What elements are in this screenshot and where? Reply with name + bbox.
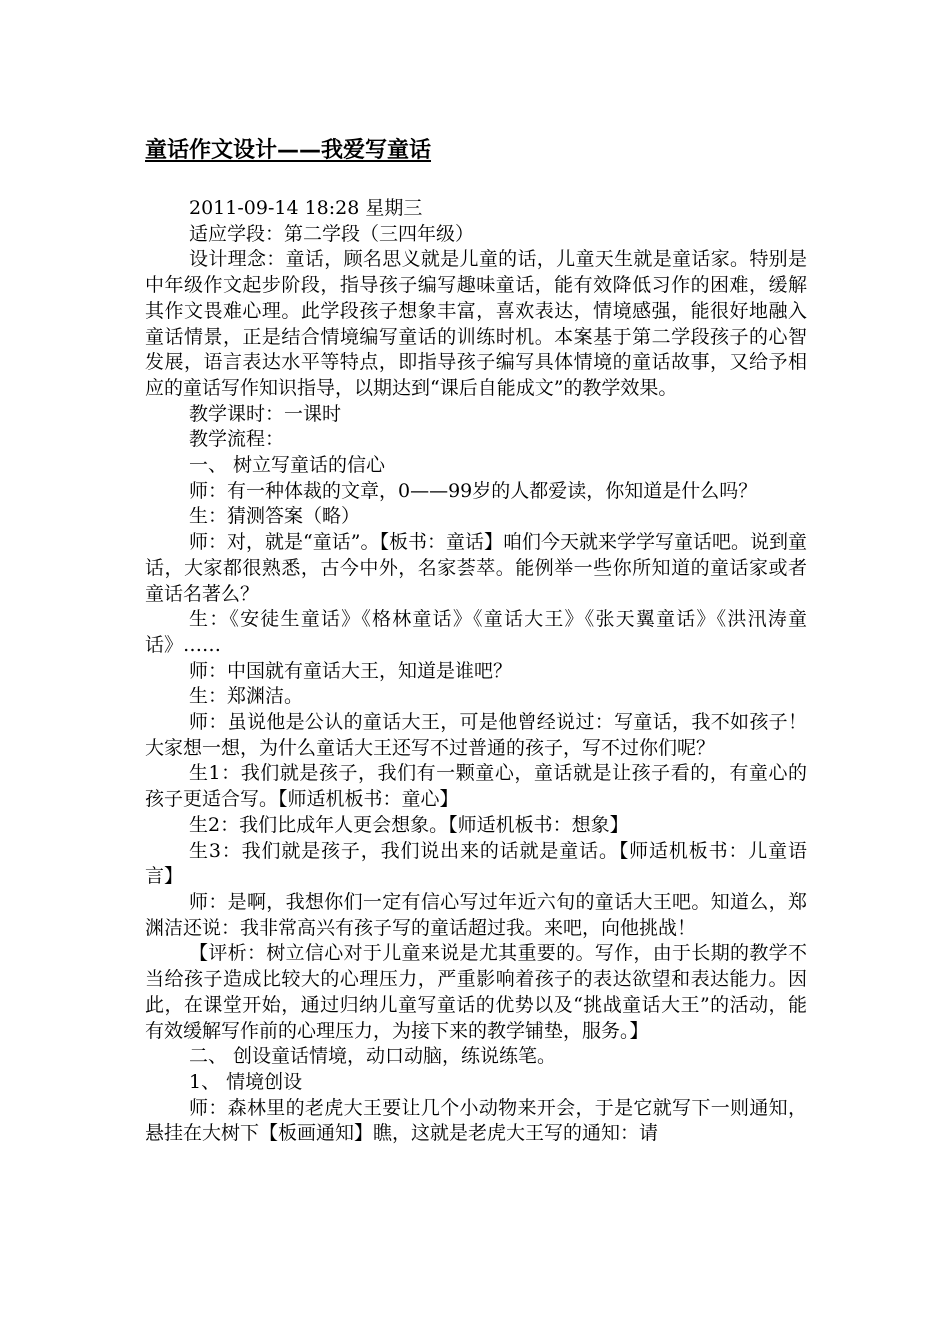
dialogue-paragraph: 生1：我们就是孩子，我们有一颗童心，童话就是让孩子看的，有童心的孩子更适合写。【师适机板书：童心】 [145,762,807,811]
paragraph-teaching-process: 教学流程： [189,428,285,451]
document-title: 童话作文设计——我爱写童话 [145,138,432,163]
dialogue-paragraph: 师：森林里的老虎大王要让几个小动物来开会，于是它就写下一则通知，悬挂在大树下【板画通知】瞧，这就是老虎大王写的通知：请 [145,1096,807,1145]
dialogue-paragraph: 生3：我们就是孩子，我们说出来的话就是童话。【师适机板书：儿童语言】 [145,839,807,888]
commentary-paragraph: 【评析：树立信心对于儿童来说是尤其重要的。写作，由于长期的教学不当给孩子造成比较大的心理压力，严重影响着孩子的表达欲望和表达能力。因此，在课堂开始，通过归纳儿童写童话的优势以及“挑战童话大王”的活动，能有效缓解写作前的心理压力，为接下来的教学铺垫，服务。】 [145,942,807,1042]
dialogue-paragraph: 师：中国就有童话大王，知道是谁吧？ [189,659,513,682]
section-heading-1: 一、 树立写童话的信心 [189,454,386,477]
paragraph-date: 2011-09-14 18:28 星期三 [189,197,423,219]
dialogue-paragraph: 师：对，就是“童话”。【板书：童话】咱们今天就来学学写童话吧。说到童话，大家都很熟悉，古今中外，名家荟萃。能例举一些你所知道的童话家或者童话名著么？ [145,531,807,605]
paragraph-grade-level: 适应学段：第二学段（三四年级） [189,222,475,245]
dialogue-paragraph: 生：猜测答案（略） [189,505,361,528]
document-body [145,196,807,1147]
dialogue-paragraph: 生：郑渊洁。 [189,685,304,708]
section-heading-2: 二、 创设童话情境，动口动脑，练说练笔。 [189,1045,557,1068]
subsection-heading: 1、 情境创设 [189,1070,303,1093]
dialogue-paragraph: 生：《安徒生童话》《格林童话》《童话大王》《张天翼童话》《洪汛涛童话》…… [145,608,807,656]
dialogue-paragraph: 师：有一种体裁的文章，0——99岁的人都爱读，你知道是什么吗？ [189,479,758,502]
dialogue-paragraph: 师：是啊，我想你们一定有信心写过年近六旬的童话大王吧。知道么，郑渊洁还说：我非常高兴有孩子写的童话超过我。来吧，向他挑战！ [145,890,807,939]
dialogue-paragraph: 师：虽说他是公认的童话大王，可是他曾经说过：写童话，我不如孩子！大家想一想，为什么童话大王还写不过普通的孩子，写不过你们呢？ [145,711,807,759]
dialogue-paragraph: 生2：我们比成年人更会想象。【师适机板书：想象】 [189,813,629,836]
paragraph-design-concept: 设计理念：童话，顾名思义就是儿童的话，儿童天生就是童话家。特别是中年级作文起步阶段，指导孩子编写趣味童话，能有效降低习作的困难，缓解其作文畏难心理。此学段孩子想象丰富，喜欢表达，情境感强，能很好地融入童话情景，正是结合情境编写童话的训练时机。本案基于第二学段孩子的心智发展，语言表达水平等特点，即指导孩子编写具体情境的童话故事，又给予相应的童话写作知识指导，以期达到“课后自能成文”的教学效果。 [145,248,807,399]
paragraph-class-hours: 教学课时：一课时 [189,402,342,425]
